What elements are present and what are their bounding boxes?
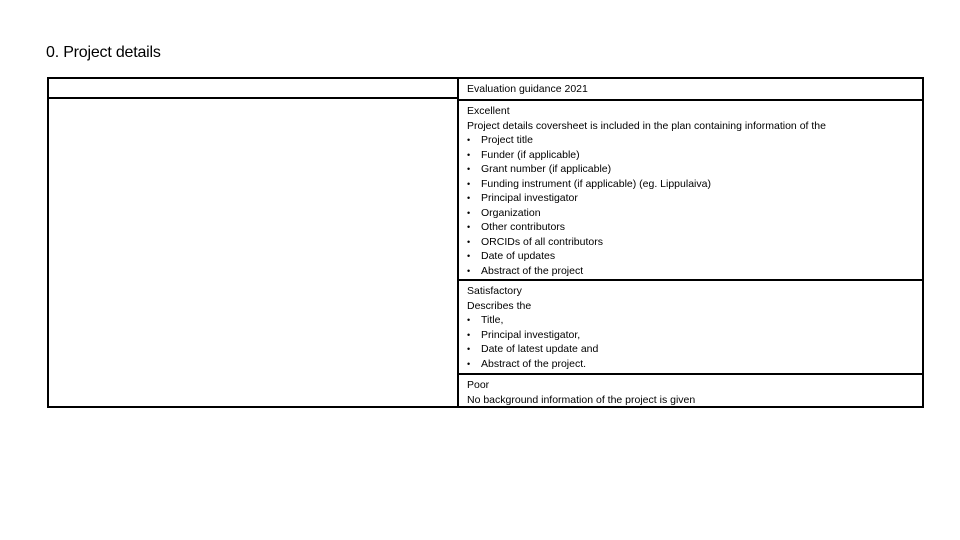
slide-title: 0. Project details [46, 44, 161, 61]
satisfactory-list [467, 313, 914, 371]
list-item: • Principal investigator [467, 191, 914, 206]
excellent-intro: Project details coversheet is included in the plan containing information of the [467, 119, 826, 132]
list-item: • Date of updates [467, 249, 914, 264]
list-item: • Funder (if applicable) [467, 148, 914, 163]
list-item: • Grant number (if applicable) [467, 162, 914, 177]
poor-label: Poor [467, 379, 490, 391]
list-item: • Abstract of the project [467, 264, 914, 279]
guidance-header: Evaluation guidance 2021 [467, 83, 588, 95]
list-item: • Funding instrument (if applicable) (eg. Lippulaiva) [467, 177, 914, 192]
empty-left-header [49, 79, 457, 99]
excellent-cell [459, 99, 922, 279]
list-item: • Date of latest update and [467, 342, 914, 357]
list-item: • Title, [467, 313, 914, 328]
list-item: • Principal investigator, [467, 328, 914, 343]
poor-cell [459, 373, 922, 406]
list-item: • Other contributors [467, 220, 914, 235]
evaluation-table [47, 77, 924, 408]
satisfactory-intro: Describes the [467, 299, 532, 312]
excellent-label: Excellent [467, 105, 510, 117]
excellent-list [467, 133, 914, 278]
satisfactory-cell [459, 279, 922, 373]
satisfactory-label: Satisfactory [467, 285, 522, 297]
guidance-header-cell [459, 79, 922, 99]
list-item: • ORCIDs of all contributors [467, 235, 914, 250]
poor-text: No background information of the project is given [467, 393, 696, 406]
list-item: • Project title [467, 133, 914, 148]
list-item: • Organization [467, 206, 914, 221]
empty-left-column [49, 79, 459, 406]
list-item: • Abstract of the project. [467, 357, 914, 372]
